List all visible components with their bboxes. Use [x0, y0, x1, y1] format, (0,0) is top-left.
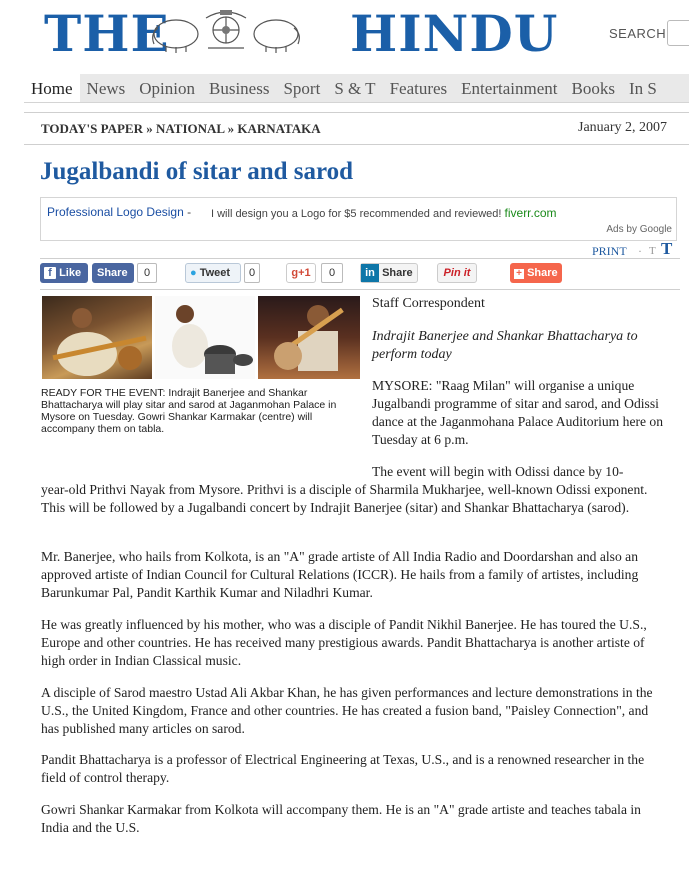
article-paragraph: He was greatly influenced by his mother, who was a disciple of Pandit Nikhil Banerjee. He has toured the U.S., Europe and other countries. He has received many prestigious awards. Pandit Bhattacharya is another artiste of high order in Indian Classical music. [41, 617, 647, 668]
article-date: January 2, 2007 [578, 120, 668, 135]
tweet-button[interactable]: ● Tweet [185, 263, 241, 283]
photo-tabla-player [155, 296, 255, 379]
facebook-share-count: 0 [137, 263, 157, 283]
main-nav [24, 74, 689, 103]
separator-dot: · [638, 244, 642, 258]
photo-sarod-player [258, 296, 360, 379]
article-kicker: Indrajit Banerjee and Shankar Bhattacharya to perform today [372, 329, 638, 362]
ad-url[interactable]: fiverr.com [504, 206, 557, 220]
nav-news[interactable]: News [86, 79, 126, 98]
emblem-icon [146, 8, 306, 54]
nav-opinion[interactable]: Opinion [139, 79, 195, 98]
article-paragraph: MYSORE: "Raag Milan" will organise a unique Jugalbandi programme of sitar and sarod, and Odissi dance at the Jaganmohana Palace Auditorium here on Tuesday at 6 p.m. [372, 378, 664, 447]
text-size-small-button[interactable]: T [649, 245, 656, 257]
photo-sitar-player [42, 296, 152, 379]
nav-features[interactable]: Features [389, 79, 448, 98]
article-paragraph: year-old Prithvi Nayak from Mysore. Prithvi is a disciple of Sharmila Mukharjee, well-known Odissi exponent. This will be followed by a Jugalbandi concert by Indrajit Banerjee (sitar) and Shankar Bhattacharya (sarod). [41, 482, 648, 515]
nav-business[interactable]: Business [209, 79, 270, 98]
divider [40, 289, 680, 290]
print-link[interactable]: PRINT [592, 244, 627, 258]
ad-box[interactable] [40, 197, 677, 241]
nav-in-school[interactable]: In S [628, 79, 657, 98]
ads-by-google[interactable]: Ads by Google [606, 224, 672, 235]
linkedin-share-button[interactable]: in Share [360, 263, 418, 283]
photo-caption: READY FOR THE EVENT: Indrajit Banerjee and Shankar Bhattacharya will play sitar and sarod at Jaganmohan Palace in Mysore on Tuesday. Gowri Shankar Karmakar (centre) will accompany them on tabla. [41, 387, 337, 435]
google-plus-count: 0 [321, 263, 343, 283]
logo-text-the: THE [44, 4, 170, 63]
divider [24, 144, 689, 145]
share-button[interactable]: + Share [510, 263, 562, 283]
masthead [0, 0, 689, 70]
divider [24, 112, 689, 113]
search-label: SEARCH [609, 26, 667, 41]
breadcrumb[interactable]: TODAY'S PAPER » NATIONAL » KARNATAKA [41, 121, 321, 136]
article-paragraph: Mr. Banerjee, who hails from Kolkota, is an "A" grade artiste of All India Radio and Doordarshan and also an approved artiste of Indian Council for Cultural Relations (ICCR). He hails from a family of artistes, including Barunkumar Pal, Pandit Karthik Kumar and Niladhri Kumar. [41, 549, 639, 600]
nav-sport[interactable]: Sport [283, 79, 321, 98]
article-paragraph: Gowri Shankar Karmakar from Kolkota will accompany them. He is an "A" grade artiste and teaches tabala in India and the U.S. [41, 802, 641, 835]
nav-entertainment[interactable]: Entertainment [461, 79, 558, 98]
twitter-icon: ● [190, 267, 197, 279]
divider [40, 258, 680, 259]
search-input[interactable] [667, 20, 689, 46]
tweet-count: 0 [244, 263, 260, 283]
article-paragraph: Pandit Bhattacharya is a professor of Electrical Engineering at Texas, U.S., and is a renowned researcher in the field of control therapy. [41, 752, 645, 785]
pinterest-pin-button[interactable]: Pin it [437, 263, 477, 283]
article-paragraph: The event will begin with Odissi dance by 10- [372, 464, 624, 479]
ad-description: I will design you a Logo for $5 recommended and reviewed! fiverr.com [211, 206, 557, 220]
article-paragraph: A disciple of Sarod maestro Ustad Ali Akbar Khan, he has given performances and lecture demonstrations in the U.S., the United Kingdom, France and other countries. He has created a fusion band, "Paisley Connection", and has published many articles on sarod. [41, 685, 653, 736]
plus-icon: + [514, 269, 524, 279]
nav-s-and-t[interactable]: S & T [334, 79, 376, 98]
google-plus-button[interactable]: g+1 [286, 263, 316, 283]
article-photos[interactable] [42, 296, 360, 379]
google-plus-icon: g [291, 267, 299, 279]
byline: Staff Correspondent [372, 296, 485, 311]
linkedin-icon: in [361, 264, 379, 282]
logo-text-hindu: HINDU [350, 4, 559, 63]
text-size-large-button[interactable]: T [661, 239, 673, 258]
ad-title-link[interactable]: Professional Logo Design - [47, 205, 192, 219]
article-headline: Jugalbandi of sitar and sarod [40, 158, 354, 185]
nav-home[interactable]: Home [24, 74, 80, 103]
facebook-icon: f [44, 267, 56, 279]
nav-books[interactable]: Books [571, 79, 615, 98]
facebook-share-button[interactable]: Share [92, 263, 134, 283]
facebook-like-button[interactable]: f Like [40, 263, 88, 283]
